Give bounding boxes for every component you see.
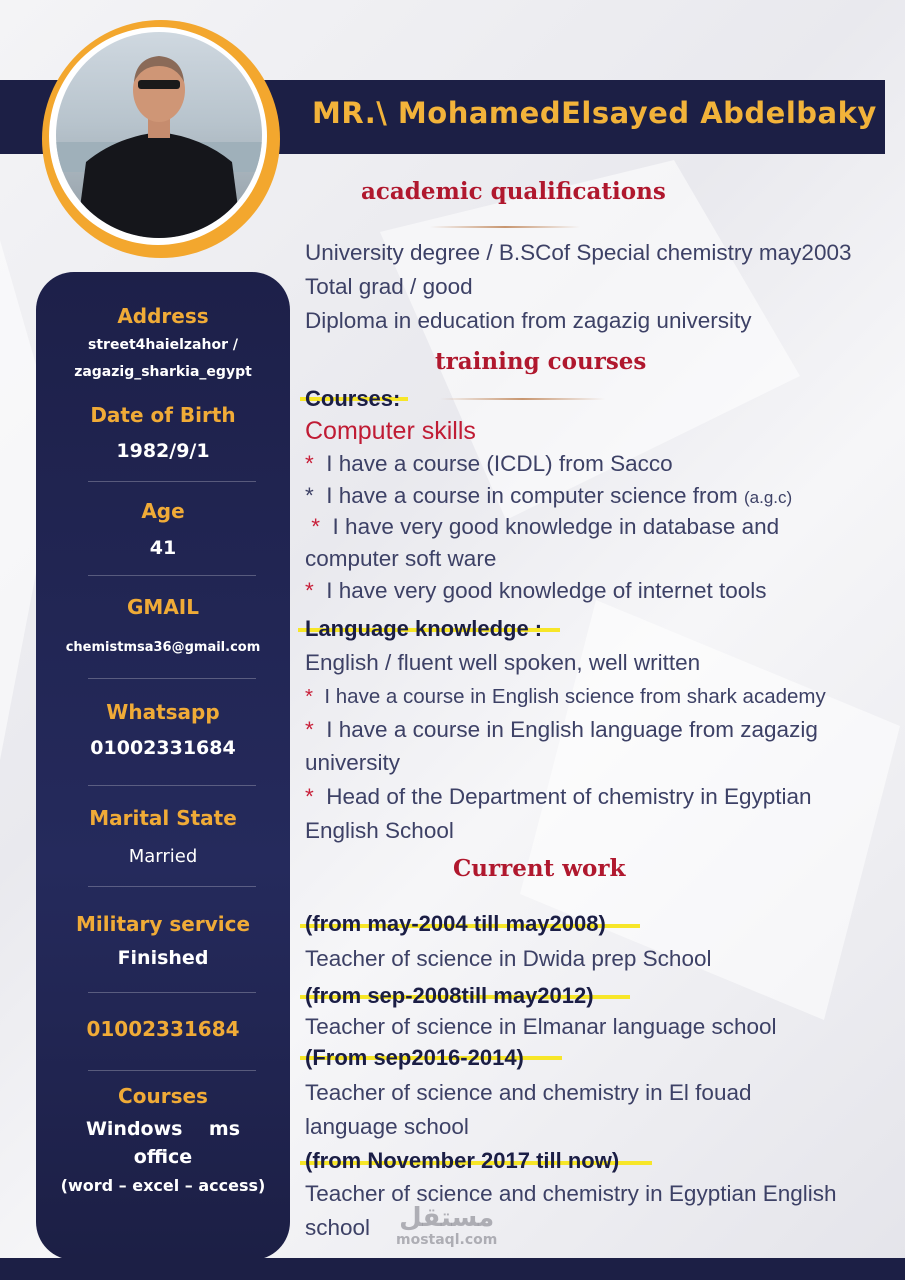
course-item: * I have a course (ICDL) from Sacco (305, 451, 673, 476)
divider (88, 1070, 256, 1071)
bullet-star: * (305, 685, 313, 708)
section-rule (440, 398, 605, 400)
work-description-continued: language school (305, 1114, 469, 1139)
bullet-star: * (311, 514, 321, 539)
divider (88, 992, 256, 993)
course-item-continued: computer soft ware (305, 546, 497, 571)
language-item-continued: English School (305, 818, 454, 843)
work-period: (From sep2016-2014) (305, 1045, 524, 1070)
language-item-continued: university (305, 750, 401, 775)
language-item: * I have a course in English science from shark academy (305, 685, 826, 708)
divider (88, 678, 256, 679)
work-period: (from November 2017 till now) (305, 1148, 620, 1173)
address-line-1: street4haielzahor / (88, 337, 238, 353)
courses-line-2: office (133, 1146, 193, 1168)
work-period: (from may-2004 till may2008) (305, 911, 606, 936)
age-value: 41 (149, 537, 177, 559)
dob-label: Date of Birth (90, 403, 236, 427)
person-portrait-icon (56, 32, 262, 238)
agc-note: (a.g.c) (744, 488, 793, 507)
work-description-continued: school (305, 1215, 371, 1240)
training-title: training courses (435, 348, 647, 375)
address-label: Address (117, 304, 209, 328)
bullet-star: * (305, 717, 314, 742)
marital-label: Marital State (89, 806, 237, 830)
whatsapp-value: 01002331684 (90, 737, 236, 759)
bottom-band (0, 1258, 905, 1280)
work-description: Teacher of science in Elmanar language school (305, 1014, 777, 1039)
language-heading: Language knowledge : (305, 616, 543, 641)
bullet-star: * (305, 578, 314, 603)
work-title: Current work (453, 855, 626, 882)
section-rule (430, 226, 580, 228)
course-item: * I have very good knowledge in database and (311, 514, 780, 539)
divider (88, 481, 256, 482)
address-line-2: zagazig_sharkia_egypt (74, 364, 252, 380)
dob-value: 1982/9/1 (116, 440, 210, 462)
courses-line-1: Windows ms (85, 1118, 241, 1140)
academic-title: academic qualifications (361, 178, 666, 205)
language-line: English / fluent well spoken, well written (305, 650, 701, 675)
course-item: * I have very good knowledge of internet tools (305, 578, 767, 603)
bullet-star: * (305, 483, 314, 508)
academic-line: Diploma in education from zagazig university (305, 308, 752, 333)
military-value: Finished (117, 947, 209, 969)
divider (88, 575, 256, 576)
academic-line: University degree / B.SCof Special chemistry may2003 (305, 240, 852, 265)
work-description: Teacher of science and chemistry in Egyptian English (305, 1181, 837, 1206)
page-title: MR.\ MohamedElsayed Abdelbaky (312, 96, 877, 130)
profile-photo (56, 32, 262, 238)
watermark-logo: مستقل mostaql.com (396, 1203, 498, 1248)
marital-value: Married (128, 846, 198, 867)
divider (88, 785, 256, 786)
divider (88, 886, 256, 887)
gmail-value: chemistmsa36@gmail.com (65, 640, 261, 655)
courses-line-3: (word – excel – access) (60, 1176, 266, 1195)
course-item: * I have a course in computer science from (a.g.c) (305, 483, 793, 508)
work-description: Teacher of science and chemistry in El fouad (305, 1080, 752, 1105)
whatsapp-label: Whatsapp (106, 700, 220, 724)
courses-heading: Courses: (305, 386, 401, 411)
bullet-star: * (305, 784, 314, 809)
work-description: Teacher of science in Dwida prep School (305, 946, 712, 971)
courses-label: Courses (118, 1084, 208, 1108)
computer-skills-heading: Computer skills (305, 417, 476, 445)
phone-value: 01002331684 (86, 1017, 240, 1041)
gmail-label: GMAIL (127, 595, 199, 619)
work-period: (from sep-2008till may2012) (305, 983, 594, 1008)
language-item: * I have a course in English language from zagazig (305, 717, 818, 742)
language-item: * Head of the Department of chemistry in Egyptian (305, 784, 812, 809)
military-label: Military service (75, 912, 251, 936)
academic-line: Total grad / good (305, 274, 473, 299)
bullet-star: * (305, 451, 314, 476)
age-label: Age (141, 499, 185, 523)
